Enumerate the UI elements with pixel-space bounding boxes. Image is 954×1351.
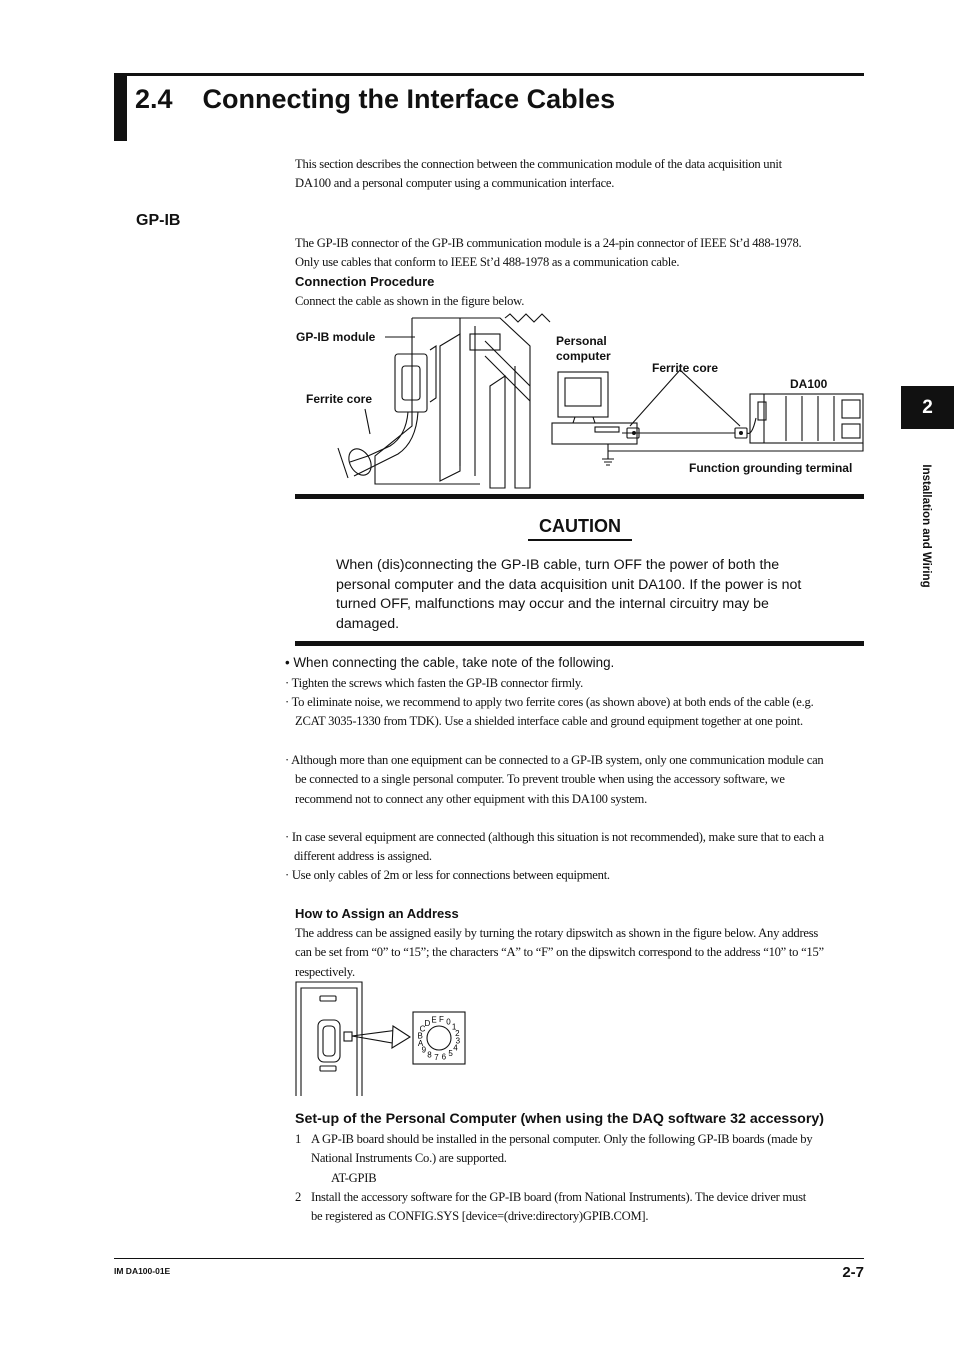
dipswitch-diagram [294,980,474,1098]
chapter-tab [901,386,954,429]
setup-heading: Set-up of the Personal Computer (when using the DAQ software 32 accessory) [295,1111,824,1127]
note-item-2: · To eliminate noise, we recommend to apply two ferrite cores (as shown above) at both ends of the cable (e.g. ZCAT 3035-1330 from TDK). Use a shielded interface cable and ground equipment together at one point. [285,695,814,729]
label-personal-line1: Personal [556,334,607,348]
note-item-5: · Use only cables of 2m or less for connections between equipment. [285,868,610,882]
footer-page-number: 2-7 [842,1264,864,1281]
dial-char: 4 [453,1043,458,1053]
caution-text: When (dis)connecting the GP-IB cable, turn OFF the power of both the personal computer and the data acquisition unit DA100. If the power is not turned OFF, malfunctions may occur and the internal circuitry may be damaged. [336,557,802,632]
setup-step2-text: Install the accessory software for the GP-IB board (from National Instruments). The device driver must be registered as CONFIG.SYS [device=(drive:directory)GPIB.COM]. [311,1190,807,1224]
gpib-heading: GP-IB [136,212,181,229]
dial-char: E [431,1015,437,1025]
label-ferrite-core-right: Ferrite core [652,361,719,375]
section-number: 2.4 [135,84,173,114]
dial-char: C [419,1024,426,1034]
address-text: The address can be assigned easily by turning the rotary dipswitch as shown in the figure below. Any address can be set from “0” to “15”; the characters “A” to “F” on the dipswitch correspond to the address “10” to “15” respectively. [295,926,824,979]
footer-manual-id: IM DA100-01E [114,1266,171,1276]
notes-lead: • When connecting the cable, take note of the following. [285,655,615,670]
label-personal-line2: computer [556,349,611,363]
header-rule [114,73,864,76]
page-title [135,84,615,115]
label-ferrite-core-left: Ferrite core [306,392,373,406]
dial-char: 8 [427,1050,432,1060]
label-gpib-module: GP-IB module [296,330,376,344]
setup-step2-number: 2 [295,1190,302,1204]
dial-char: 5 [448,1049,453,1059]
chapter-number: 2 [922,396,933,418]
header-block [114,73,127,141]
gpib-description: The GP-IB connector of the GP-IB communication module is a 24-pin connector of IEEE St’d 488-1978. Only use cables that conform to IEEE St’d 488-1978 as a communication cable. [295,236,802,270]
setup-step1-text: A GP-IB board should be installed in the personal computer. Only the following GP-IB boards (made by National Instruments Co.) are supported. [311,1132,813,1166]
connection-figure [290,306,870,496]
note-item-3: · Although more than one equipment can be connected to a GP-IB system, only one communication module can be connected to a single personal computer. To prevent trouble when using the accessory software, we recommend not to connect any other equipment with this DA100 system. [285,753,824,806]
dial-char: 9 [421,1045,427,1055]
note-item-4: · In case several equipment are connected (although this situation is not recommended), make sure that to each a different address is assigned. [285,830,824,864]
section-title: Connecting the Interface Cables [202,84,616,114]
dial-characters [418,1015,461,1062]
dial-char: F [439,1015,444,1025]
dial-char: 7 [434,1052,439,1062]
dial-char: B [417,1031,423,1041]
dial-char: 0 [446,1017,451,1027]
dipswitch-figure [294,980,474,1098]
address-heading: How to Assign an Address [295,906,459,921]
dial-char: A [417,1038,424,1048]
dial-char: 1 [451,1022,457,1032]
dial-char: D [424,1018,431,1028]
caution-rule-bottom [295,641,864,646]
dial-char: 2 [455,1029,460,1039]
caution-rule-top [295,494,864,499]
intro-text: This section describes the connection between the communication module of the data acquisition unit DA100 and a personal computer using a communication interface. [295,157,782,191]
setup-step1-number: 1 [295,1132,302,1146]
dial-char: 3 [455,1036,461,1046]
label-function-ground: Function grounding terminal [689,461,853,475]
setup-step1-board: AT-GPIB [331,1171,377,1185]
procedure-text: Connect the cable as shown in the figure below. [295,294,525,308]
dial-char: 6 [441,1052,447,1062]
procedure-heading: Connection Procedure [295,274,435,289]
note-item-1: · Tighten the screws which fasten the GP-IB connector firmly. [285,676,584,690]
chapter-label: Installation and Wiring [920,464,932,588]
label-da100: DA100 [790,377,828,391]
footer-rule [114,1258,864,1259]
caution-title: CAUTION [528,516,632,541]
